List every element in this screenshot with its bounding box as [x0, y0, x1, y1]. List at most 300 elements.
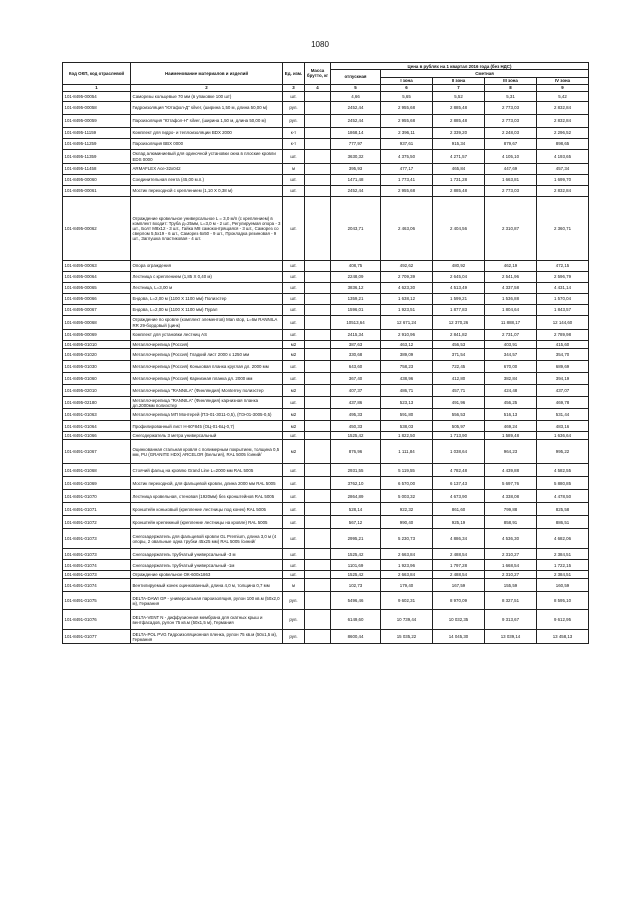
unit-cell: шт.: [283, 283, 305, 294]
zone-2-price-cell: 2 404,56: [433, 197, 485, 261]
table-row: [63, 294, 589, 305]
name-cell: Лестница с креплением (1,85 Х 0,40 м): [131, 272, 283, 283]
release-price-cell: 1868,14: [331, 128, 381, 139]
zone-1-price-cell: 4 623,30: [381, 283, 433, 294]
column-index: 4: [305, 84, 331, 91]
name-cell: Оцинкованная стальная кровля с полимерным покрытием, толщина 0,5 мм, PU (GRANITE HDX) ARCELOR (Бельгия), RAL 5005 /синий/: [131, 440, 283, 464]
code-cell: 101-8495-00065: [63, 283, 131, 294]
table-body: [63, 92, 589, 644]
unit-cell: шт.: [283, 432, 305, 440]
column-index: 1: [63, 84, 131, 91]
zone-2-price-cell: 4 513,49: [433, 283, 485, 294]
zone-3-price-cell: 879,67: [485, 139, 537, 150]
mass-cell: [305, 421, 331, 432]
zone-4-price-cell: 825,58: [537, 503, 589, 516]
release-price-cell: 567,12: [331, 516, 381, 529]
zone-2-price-cell: 915,34: [433, 139, 485, 150]
zone-4-price-cell: 2 832,84: [537, 115, 589, 128]
name-cell: Ограждение кровельное ОК-600х1863: [131, 571, 283, 579]
zone-1-price-cell: 486,71: [381, 385, 433, 397]
table-row: [63, 361, 589, 373]
zone-1-price-cell: 389,09: [381, 349, 433, 361]
zone-4-price-cell: 2 789,98: [537, 330, 589, 341]
zone-2-price-cell: 1 877,83: [433, 305, 485, 316]
page-number: 1080: [311, 40, 329, 49]
unit-cell: рул.: [283, 630, 305, 644]
release-price-cell: 1596,01: [331, 305, 381, 316]
zone-1-price-cell: 5 230,73: [381, 529, 433, 549]
code-cell: 101-8495-11259: [63, 139, 131, 150]
zone-2-price-cell: 412,80: [433, 373, 485, 385]
mass-cell: [305, 102, 331, 115]
mass-cell: [305, 115, 331, 128]
name-cell: Ендова, L=2,00 м (1100 Х 1100 мм) Пурал: [131, 305, 283, 316]
table-row: [63, 421, 589, 432]
zone-2-price-cell: 4 673,90: [433, 490, 485, 503]
zone-3-price-cell: 4 105,10: [485, 150, 537, 164]
zone-4-price-cell: 4 682,06: [537, 529, 589, 549]
zone-3-price-cell: 344,57: [485, 349, 537, 361]
zone-2-price-cell: 465,84: [433, 164, 485, 175]
name-cell: Стоячий фальц на кровлю Grand Line L=2000 мм RAL 5005: [131, 464, 283, 477]
mass-cell: [305, 464, 331, 477]
unit-cell: шт.: [283, 261, 305, 272]
zone-3-price-cell: 4 536,30: [485, 529, 537, 549]
zone-1-price-cell: 1 638,12: [381, 294, 433, 305]
zone-4-price-cell: 160,59: [537, 579, 589, 592]
unit-cell: шт.: [283, 294, 305, 305]
unit-cell: м2: [283, 440, 305, 464]
code-cell: 101-8495-11359: [63, 150, 131, 164]
header-zone-1: I зона: [381, 77, 433, 84]
column-index: 6: [381, 84, 433, 91]
release-price-cell: 367,40: [331, 373, 381, 385]
zone-4-price-cell: 2 296,52: [537, 128, 589, 139]
zone-3-price-cell: 155,59: [485, 579, 537, 592]
header-zone-4: IV зона: [537, 77, 589, 84]
zone-4-price-cell: 2 832,84: [537, 186, 589, 197]
mass-cell: [305, 385, 331, 397]
mass-cell: [305, 549, 331, 560]
price-table: [62, 62, 589, 644]
name-cell: Профилированный лист Н-60*845 (ОЦ-01-БЦ-0,7): [131, 421, 283, 432]
zone-3-price-cell: 403,91: [485, 341, 537, 349]
header-zone-2: II зона: [433, 77, 485, 84]
name-cell: Мостик переходной, для фальцевой кровли, длина 2000 мм RAL 5005: [131, 477, 283, 490]
release-price-cell: 408,75: [331, 261, 381, 272]
name-cell: Кронштейн коньковый (крепление лестницы под конек) RAL 5005: [131, 503, 283, 516]
unit-cell: рул.: [283, 102, 305, 115]
zone-3-price-cell: 799,88: [485, 503, 537, 516]
mass-cell: [305, 197, 331, 261]
zone-4-price-cell: 469,78: [537, 397, 589, 409]
unit-cell: к-т: [283, 128, 305, 139]
code-cell: 101-8491-01074: [63, 560, 131, 571]
mass-cell: [305, 503, 331, 516]
zone-4-price-cell: 8 595,10: [537, 592, 589, 610]
zone-4-price-cell: 1 636,64: [537, 432, 589, 440]
zone-3-price-cell: 424,48: [485, 385, 537, 397]
mass-cell: [305, 516, 331, 529]
zone-2-price-cell: 2 339,20: [433, 128, 485, 139]
release-price-cell: 330,68: [331, 349, 381, 361]
mass-cell: [305, 150, 331, 164]
table-row: [63, 464, 589, 477]
zone-4-price-cell: 2 384,51: [537, 549, 589, 560]
code-cell: 101-8495-00066: [63, 294, 131, 305]
release-price-cell: 387,63: [331, 341, 381, 349]
zone-4-price-cell: 472,15: [537, 261, 589, 272]
name-cell: DELTA-DAWI GP - универсальная пароизоляция, рулон 100 кв.м (50х2,0 м), Германия: [131, 592, 283, 610]
unit-cell: м: [283, 579, 305, 592]
release-price-cell: 1525,42: [331, 571, 381, 579]
zone-3-price-cell: 2 541,96: [485, 272, 537, 283]
zone-2-price-cell: 14 045,30: [433, 630, 485, 644]
zone-3-price-cell: 2 310,27: [485, 571, 537, 579]
table-row: [63, 272, 589, 283]
table-row: [63, 440, 589, 464]
name-cell: Соединительная лента (45,00 м.п.): [131, 175, 283, 186]
table-row: [63, 150, 589, 164]
table-row: [63, 529, 589, 549]
table-row: [63, 385, 589, 397]
zone-3-price-cell: 4 439,88: [485, 464, 537, 477]
zone-4-price-cell: 898,65: [537, 139, 589, 150]
name-cell: Лестница, L=3,00 м: [131, 283, 283, 294]
zone-3-price-cell: 2 731,07: [485, 330, 537, 341]
name-cell: Саморезы кольцевые 70 мм (в упаковке 100 шт): [131, 92, 283, 102]
header-mass: Масса брутто, кг: [305, 63, 331, 85]
name-cell: Металлочерепица (Россия) Коньковая планка круглая дл. 2000 мм: [131, 361, 283, 373]
zone-2-price-cell: 2 488,54: [433, 549, 485, 560]
unit-cell: м2: [283, 349, 305, 361]
table-row: [63, 139, 589, 150]
name-cell: Металлочерепица (Россия) Карнизная планка дл. 2000 мм: [131, 373, 283, 385]
code-cell: 101-8495-01010: [63, 341, 131, 349]
code-cell: 101-8495-00062: [63, 197, 131, 261]
zone-2-price-cell: 4 886,34: [433, 529, 485, 549]
zone-1-price-cell: 5,65: [381, 92, 433, 102]
header-name: Наименование материалов и изделий: [131, 63, 283, 85]
release-price-cell: 2415,34: [331, 330, 381, 341]
mass-cell: [305, 349, 331, 361]
release-price-cell: 10513,64: [331, 316, 381, 330]
column-index: 9: [537, 84, 589, 91]
release-price-cell: 102,73: [331, 579, 381, 592]
zone-4-price-cell: 483,16: [537, 421, 589, 432]
code-cell: 101-8495-00061: [63, 186, 131, 197]
mass-cell: [305, 305, 331, 316]
code-cell: 101-8495-02180: [63, 397, 131, 409]
zone-4-price-cell: 354,70: [537, 349, 589, 361]
zone-1-price-cell: 10 739,44: [381, 610, 433, 630]
code-cell: 101-8495-00054: [63, 92, 131, 102]
release-price-cell: 2931,55: [331, 464, 381, 477]
code-cell: 101-8495-02010: [63, 385, 131, 397]
release-price-cell: 643,60: [331, 361, 381, 373]
code-cell: 101-8491-01066: [63, 432, 131, 440]
name-cell: ARMAFLEX Ace-32x042: [131, 164, 283, 175]
release-price-cell: 3836,12: [331, 283, 381, 294]
mass-cell: [305, 361, 331, 373]
name-cell: Металлочерепица МП Монтерей (ПЭ-01-3011-0,5), (ПЭ-01-3005-0,5): [131, 409, 283, 421]
code-cell: 101-8495-00059: [63, 115, 131, 128]
name-cell: Снегодержатель 3 метра универсальный: [131, 432, 283, 440]
name-cell: Кронштейн крепежный (крепление лестницы на кровле) RAL 5005: [131, 516, 283, 529]
zone-4-price-cell: 2 384,51: [537, 571, 589, 579]
release-price-cell: 1525,42: [331, 549, 381, 560]
header-release-price: отпускная: [331, 70, 381, 85]
zone-2-price-cell: 371,54: [433, 349, 485, 361]
zone-2-price-cell: 480,92: [433, 261, 485, 272]
zone-2-price-cell: 12 370,26: [433, 316, 485, 330]
table-row: [63, 610, 589, 630]
zone-3-price-cell: 516,13: [485, 409, 537, 421]
release-price-cell: 437,86: [331, 397, 381, 409]
unit-cell: шт.: [283, 490, 305, 503]
release-price-cell: 876,96: [331, 440, 381, 464]
release-price-cell: 8600,44: [331, 630, 381, 644]
name-cell: Металлочерепица "RANNILA" (Финляндия) Monterrey полиэстер: [131, 385, 283, 397]
table-row: [63, 592, 589, 610]
table-row: [63, 571, 589, 579]
zone-2-price-cell: 1 713,90: [433, 432, 485, 440]
release-price-cell: 2864,89: [331, 490, 381, 503]
zone-1-price-cell: 2 910,96: [381, 330, 433, 341]
zone-4-price-cell: 886,51: [537, 516, 589, 529]
zone-3-price-cell: 2 310,27: [485, 549, 537, 560]
column-index: 7: [433, 84, 485, 91]
code-cell: 101-8491-01069: [63, 477, 131, 490]
code-cell: 101-8491-01077: [63, 630, 131, 644]
zone-2-price-cell: 5,52: [433, 92, 485, 102]
zone-4-price-cell: 1 570,04: [537, 294, 589, 305]
zone-2-price-cell: 167,59: [433, 579, 485, 592]
name-cell: DELTA-POL PVG Гидроизоляционная пленка, рулон 75 кв.м (50х1,5 м), Германия: [131, 630, 283, 644]
code-cell: 101-8491-01076: [63, 610, 131, 630]
mass-cell: [305, 330, 331, 341]
mass-cell: [305, 592, 331, 610]
unit-cell: шт.: [283, 330, 305, 341]
mass-cell: [305, 610, 331, 630]
name-cell: Снегозадержатель трубчатый универсальный -3 м: [131, 549, 283, 560]
zone-1-price-cell: 1 822,50: [381, 432, 433, 440]
mass-cell: [305, 164, 331, 175]
table-row: [63, 409, 589, 421]
code-cell: 101-6491-01074: [63, 579, 131, 592]
unit-cell: шт.: [283, 361, 305, 373]
unit-cell: рул.: [283, 610, 305, 630]
mass-cell: [305, 272, 331, 283]
zone-1-price-cell: 5 119,55: [381, 464, 433, 477]
zone-4-price-cell: 1 843,57: [537, 305, 589, 316]
table-row: [63, 560, 589, 571]
mass-cell: [305, 397, 331, 409]
mass-cell: [305, 373, 331, 385]
zone-4-price-cell: 13 458,13: [537, 630, 589, 644]
header-price-group: Цена в рублях на 1 квартал 2016 года (без НДС): [331, 63, 589, 70]
mass-cell: [305, 579, 331, 592]
zone-1-price-cell: 1 923,96: [381, 560, 433, 571]
zone-1-price-cell: 12 671,24: [381, 316, 433, 330]
unit-cell: шт.: [283, 529, 305, 549]
zone-1-price-cell: 4 375,50: [381, 150, 433, 164]
code-cell: 101-8495-01060: [63, 373, 131, 385]
table-row: [63, 516, 589, 529]
zone-1-price-cell: 1 923,51: [381, 305, 433, 316]
column-index: 8: [485, 84, 537, 91]
zone-3-price-cell: 858,91: [485, 516, 537, 529]
zone-2-price-cell: 1 038,64: [433, 440, 485, 464]
zone-4-price-cell: 2 360,71: [537, 197, 589, 261]
name-cell: Металлочерепица (Россия) Гладкий лист 2000 х 1250 мм: [131, 349, 283, 361]
release-price-cell: 5496,46: [331, 592, 381, 610]
zone-4-price-cell: 415,60: [537, 341, 589, 349]
unit-cell: шт.: [283, 272, 305, 283]
code-cell: 101-8495-00060: [63, 175, 131, 186]
zone-1-price-cell: 2 396,11: [381, 128, 433, 139]
zone-3-price-cell: 1 663,81: [485, 175, 537, 186]
zone-4-price-cell: 4 193,65: [537, 150, 589, 164]
zone-1-price-cell: 523,13: [381, 397, 433, 409]
zone-4-price-cell: 12 144,60: [537, 316, 589, 330]
column-index: 5: [331, 84, 381, 91]
mass-cell: [305, 571, 331, 579]
zone-1-price-cell: 758,23: [381, 361, 433, 373]
zone-1-price-cell: 438,96: [381, 373, 433, 385]
table-row: [63, 477, 589, 490]
zone-3-price-cell: 9 313,67: [485, 610, 537, 630]
table-row: [63, 164, 589, 175]
zone-4-price-cell: 4 582,55: [537, 464, 589, 477]
header-estimated-price: Сметная: [381, 70, 589, 77]
table-row: [63, 305, 589, 316]
release-price-cell: 3630,32: [331, 150, 381, 164]
unit-cell: шт.: [283, 516, 305, 529]
table-row: [63, 261, 589, 272]
name-cell: DELTA-VENT N - диффузионная мембрана для скатных крыш и вентфасадов, рулон 75 кв.м (50х1,5 м), Германия: [131, 610, 283, 630]
mass-cell: [305, 294, 331, 305]
zone-3-price-cell: 4 338,08: [485, 490, 537, 503]
zone-1-price-cell: 179,40: [381, 579, 433, 592]
unit-cell: шт.: [283, 549, 305, 560]
zone-4-price-cell: 1 699,70: [537, 175, 589, 186]
unit-cell: шт.: [283, 373, 305, 385]
column-index: 2: [131, 84, 283, 91]
table-row: [63, 373, 589, 385]
mass-cell: [305, 128, 331, 139]
zone-3-price-cell: 1 589,48: [485, 432, 537, 440]
name-cell: Ендова, L=2,00 м (1100 Х 1100 мм) Полиэстер: [131, 294, 283, 305]
zone-3-price-cell: 2 773,03: [485, 186, 537, 197]
unit-cell: к-т: [283, 139, 305, 150]
code-cell: 101-8495-00067: [63, 305, 131, 316]
zone-1-price-cell: 2 955,68: [381, 102, 433, 115]
code-cell: 101-8491-01068: [63, 464, 131, 477]
zone-1-price-cell: 477,17: [381, 164, 433, 175]
mass-cell: [305, 261, 331, 272]
zone-2-price-cell: 2 488,54: [433, 571, 485, 579]
code-cell: 101-8491-01073: [63, 571, 131, 579]
zone-1-price-cell: 492,62: [381, 261, 433, 272]
release-price-cell: 2248,09: [331, 272, 381, 283]
zone-2-price-cell: 456,53: [433, 341, 485, 349]
table-row: [63, 630, 589, 644]
zone-4-price-cell: 2 596,79: [537, 272, 589, 283]
table-header: [63, 63, 589, 92]
zone-2-price-cell: 6 137,43: [433, 477, 485, 490]
code-cell: 101-8491-01067: [63, 440, 131, 464]
header-index-row: [63, 84, 589, 91]
code-cell: 101-8495-01020: [63, 349, 131, 361]
unit-cell: шт.: [283, 397, 305, 409]
unit-cell: рул.: [283, 592, 305, 610]
table-row: [63, 341, 589, 349]
zone-2-price-cell: 556,53: [433, 409, 485, 421]
table-row: [63, 115, 589, 128]
table-row: [63, 490, 589, 503]
zone-4-price-cell: 9 612,95: [537, 610, 589, 630]
zone-4-price-cell: 394,19: [537, 373, 589, 385]
release-price-cell: 4,66: [331, 92, 381, 102]
zone-4-price-cell: 4 478,50: [537, 490, 589, 503]
release-price-cell: 1525,42: [331, 432, 381, 440]
zone-4-price-cell: 437,07: [537, 385, 589, 397]
zone-2-price-cell: 10 032,35: [433, 610, 485, 630]
unit-cell: шт.: [283, 197, 305, 261]
table-row: [63, 349, 589, 361]
zone-3-price-cell: 2 248,03: [485, 128, 537, 139]
zone-2-price-cell: 861,60: [433, 503, 485, 516]
zone-4-price-cell: 457,34: [537, 164, 589, 175]
mass-cell: [305, 341, 331, 349]
code-cell: 101-8491-01063: [63, 409, 131, 421]
zone-3-price-cell: 1 668,54: [485, 560, 537, 571]
code-cell: 101-8491-01071: [63, 503, 131, 516]
zone-1-price-cell: 2 955,68: [381, 115, 433, 128]
zone-3-price-cell: 8 327,51: [485, 592, 537, 610]
header-code: Код ОКП, код отраслевой: [63, 63, 131, 85]
zone-1-price-cell: 1 111,84: [381, 440, 433, 464]
code-cell: 101-8491-01072: [63, 516, 131, 529]
unit-cell: рул.: [283, 115, 305, 128]
zone-1-price-cell: 6 570,00: [381, 477, 433, 490]
name-cell: Лестница кровельная, стеновая (1920мм) без кронштейнов RAL 5005: [131, 490, 283, 503]
zone-1-price-cell: 15 035,22: [381, 630, 433, 644]
name-cell: Опора ограждения: [131, 261, 283, 272]
release-price-cell: 395,93: [331, 164, 381, 175]
zone-2-price-cell: 722,45: [433, 361, 485, 373]
zone-3-price-cell: 13 039,14: [485, 630, 537, 644]
name-cell: Мостик переходной с креплением (1,10 Х 0,38 м): [131, 186, 283, 197]
mass-cell: [305, 440, 331, 464]
release-price-cell: 3762,10: [331, 477, 381, 490]
unit-cell: м2: [283, 409, 305, 421]
mass-cell: [305, 490, 331, 503]
zone-3-price-cell: 2 773,03: [485, 115, 537, 128]
code-cell: 101-8491-01064: [63, 421, 131, 432]
name-cell: Снегозадержатель трубчатый универсальный -1м: [131, 560, 283, 571]
code-cell: 101-8495-00063: [63, 261, 131, 272]
zone-3-price-cell: 5 697,76: [485, 477, 537, 490]
mass-cell: [305, 92, 331, 102]
mass-cell: [305, 477, 331, 490]
zone-3-price-cell: 382,84: [485, 373, 537, 385]
zone-1-price-cell: 591,80: [381, 409, 433, 421]
table-row: [63, 175, 589, 186]
zone-1-price-cell: 2 663,84: [381, 549, 433, 560]
table-row: [63, 432, 589, 440]
